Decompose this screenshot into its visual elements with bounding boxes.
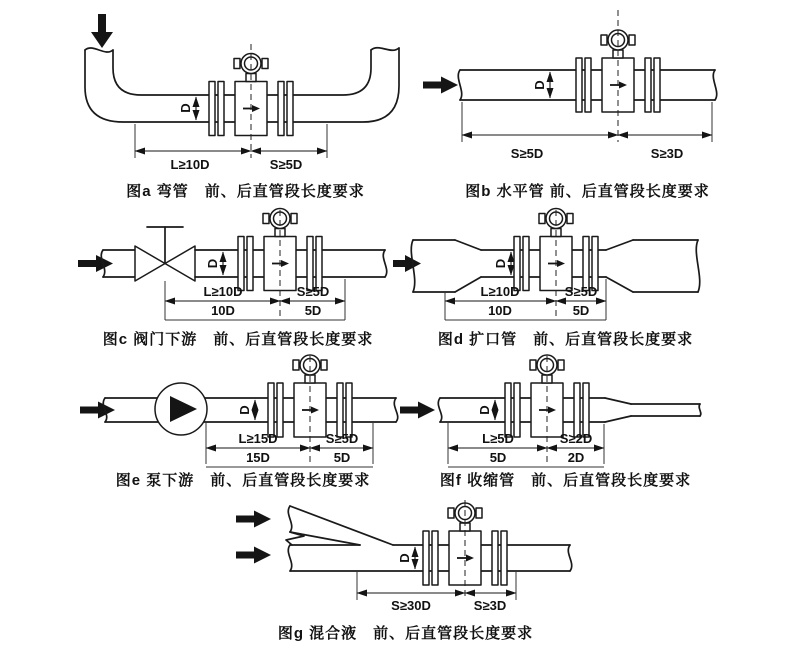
- figure-f: [398, 355, 733, 490]
- pipe-break-icon: [288, 545, 291, 571]
- figure-d-drawing: [393, 208, 738, 326]
- diameter-dimension: [205, 252, 223, 275]
- pipe-break-icon: [371, 48, 399, 51]
- figure-e-caption: 图e 泵下游 前、后直管段长度要求: [115, 472, 371, 489]
- dim-label-L: L≥10D: [203, 284, 243, 299]
- figure-f-caption: 图f 收缩管 前、后直管段长度要求: [439, 472, 692, 489]
- figure-g-caption: 图g 混合液 前、后直管段长度要求: [277, 625, 534, 642]
- figure-a-caption: 图a 弯管 前、后直管段长度要求: [126, 183, 365, 200]
- pipe-break-icon: [568, 545, 571, 571]
- pipe-break-icon: [383, 250, 386, 277]
- flow-arrow-down-icon: [91, 14, 113, 48]
- figure-f-drawing: [398, 355, 733, 469]
- dim-label-L2: 10D: [488, 303, 512, 318]
- diameter-dimension: [237, 400, 255, 420]
- figure-e: [78, 355, 408, 490]
- pipe-break-icon: [699, 404, 701, 416]
- flow-arrow-icon: [236, 511, 271, 528]
- flow-arrow-icon: [80, 402, 115, 419]
- flow-arrow-icon: [423, 77, 458, 94]
- pipe-break-icon: [438, 398, 441, 422]
- dim-label-S: S≥5D: [564, 284, 598, 299]
- figure-d-caption: 图d 扩口管 前、后直管段长度要求: [437, 331, 694, 348]
- figure-a-drawing: [78, 8, 413, 178]
- pipe-break-icon: [288, 506, 291, 532]
- figure-g: [228, 492, 583, 650]
- dim-label-S2: 5D: [333, 450, 351, 465]
- dim-label-S: S≥5D: [296, 284, 330, 299]
- figure-e-drawing: [78, 355, 408, 469]
- dim-label-D: D: [178, 103, 193, 113]
- dim-label-S: S≥5D: [269, 157, 303, 172]
- pipe-break-icon: [458, 70, 461, 100]
- diameter-dimension: [397, 547, 415, 569]
- dim-label-D: D: [205, 258, 220, 269]
- dim-label-S: S≥2D: [559, 431, 593, 446]
- dim-label-S: S≥5D: [325, 431, 359, 446]
- flow-arrow-icon: [400, 402, 435, 419]
- valve-icon: [135, 227, 195, 281]
- dim-label-S2: 2D: [567, 450, 585, 465]
- figure-a: [78, 8, 413, 213]
- dim-label-D: D: [397, 553, 412, 563]
- dim-label-S2: 5D: [572, 303, 590, 318]
- dim-label-S2: S≥3D: [473, 598, 507, 613]
- dim-label-D: D: [493, 258, 508, 269]
- figure-b-caption: 图b 水平管 前、后直管段长度要求: [465, 183, 710, 200]
- flow-arrow-icon: [393, 255, 421, 272]
- diameter-dimension: [532, 72, 550, 98]
- dim-label-L: L≥10D: [480, 284, 520, 299]
- dim-label-S1: S≥5D: [510, 146, 544, 161]
- diameter-dimension: [178, 97, 196, 120]
- pipe-break-icon: [713, 70, 716, 100]
- pump-icon: [155, 383, 207, 435]
- figure-c: [73, 208, 403, 353]
- dim-label-S2: S≥3D: [650, 146, 684, 161]
- dim-label-L: L≥5D: [482, 431, 514, 446]
- dim-label-D: D: [532, 80, 547, 90]
- diameter-dimension: [477, 400, 495, 420]
- dim-label-L: L≥10D: [170, 157, 210, 172]
- length-dimension: [135, 124, 327, 172]
- dim-label-S1: S≥30D: [391, 598, 431, 613]
- flow-arrow-icon: [236, 547, 271, 564]
- dim-label-S2: 5D: [304, 303, 322, 318]
- figure-c-caption: 图c 阀门下游 前、后直管段长度要求: [102, 331, 374, 348]
- pipe-break-icon: [85, 48, 113, 52]
- dim-label-L2: 15D: [246, 450, 270, 465]
- dim-label-L2: 10D: [211, 303, 235, 318]
- pipe-break-icon: [696, 240, 699, 292]
- dim-label-D: D: [477, 405, 492, 415]
- figure-d: [393, 208, 738, 353]
- flow-arrow-icon: [78, 255, 113, 272]
- figure-g-drawing: [228, 492, 583, 622]
- length-dimension: [165, 279, 345, 320]
- figure-c-drawing: [73, 208, 403, 326]
- figure-b: [415, 8, 760, 213]
- diameter-dimension: [493, 252, 511, 275]
- dim-label-L: L≥15D: [238, 431, 278, 446]
- figure-b-drawing: [415, 8, 760, 178]
- dim-label-L2: 5D: [489, 450, 507, 465]
- dim-label-D: D: [237, 405, 252, 415]
